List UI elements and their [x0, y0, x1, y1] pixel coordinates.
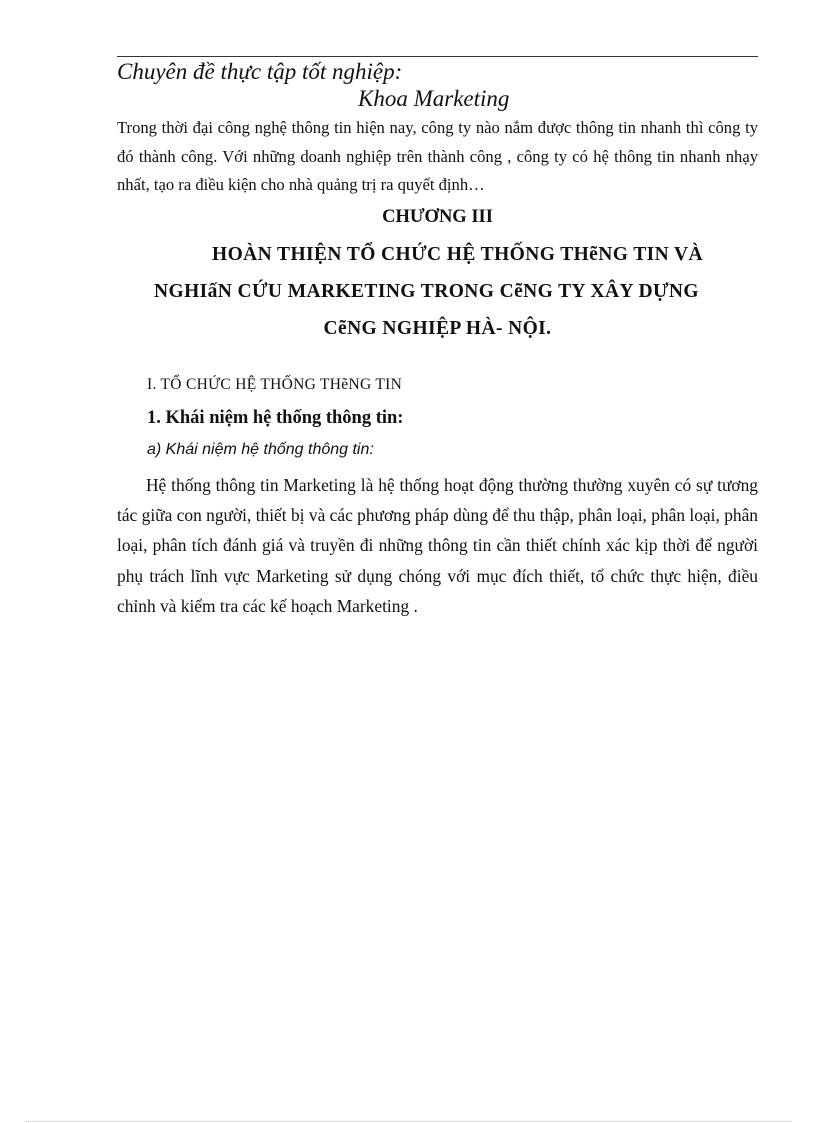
body-paragraph: Hệ thống thông tin Marketing là hệ thống hoạt động thường thường xuyên có sự tương tác giữa con người, thiết bị và các phương pháp dùng để thu thập, phân loại, phân loại, phân loại, phân tích đánh giá và truyền đi những thông tin cần thiết chính xác kịp thời để người phụ trách lĩnh vực Marketing sử dụng chóng với mục đích thiết, tổ chức thực hiện, điều chỉnh và kiểm tra các kế hoạch Marketing . — [117, 475, 758, 616]
header-thesis-title: Chuyên đề thực tập tốt nghiệp: — [117, 59, 403, 84]
chapter-title-line-2: NGHIấN CỨU MARKETING TRONG CẽNG TY XÂY DỰNG — [154, 281, 699, 302]
header-rule — [117, 56, 758, 57]
subsubsection-heading: a) Khái niệm hệ thống thông tin: — [147, 441, 374, 458]
section-heading: I. TỔ CHỨC HỆ THỐNG THẽNG TIN — [147, 376, 403, 393]
chapter-title-line-1: HOÀN THIỆN TỔ CHỨC HỆ THỐNG THẽNG TIN VÀ — [212, 244, 703, 265]
chapter-title-line-3: CẽNG NGHIỆP HÀ- NỘI. — [323, 318, 552, 339]
header-faculty: Khoa Marketing — [358, 86, 510, 111]
chapter-label: CHƯƠNG III — [382, 207, 493, 227]
subsection-heading: 1. Khái niệm hệ thống thông tin: — [147, 408, 404, 428]
intro-paragraph: Trong thời đại công nghệ thông tin hiện nay, công ty nào nắm được thông tin nhanh thì công ty đó thành công. Với những doanh nghiệp trên thành công , công ty có hệ thông tin nhanh nhạy nhất, tạo ra điều kiện cho nhà quảng trị ra quyết định… — [117, 118, 758, 194]
page-bottom-border — [25, 1121, 791, 1122]
